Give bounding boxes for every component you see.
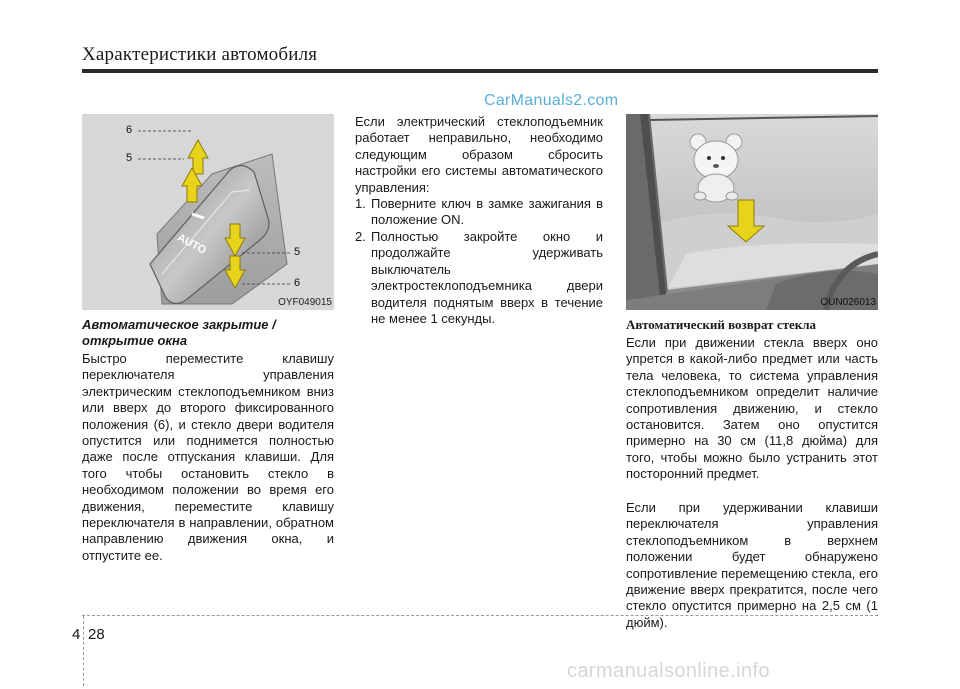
page-number: 28: [88, 626, 105, 643]
figure-code-left: OYF049015: [278, 297, 332, 308]
footer-rule: [82, 615, 878, 616]
page-header-title: Характеристики автомобиля: [82, 44, 318, 65]
section-reverse-title: Автоматический возврат стекла: [626, 317, 817, 332]
section-auto-title-line1: Автоматическое закрытие /: [82, 317, 276, 332]
figure-code-right: OUN026013: [820, 297, 876, 308]
teddy-bear-icon: [690, 134, 742, 202]
header-rule: [82, 69, 878, 73]
switch-auto-label: AUTO: [175, 231, 209, 257]
section-auto-title-line2: открытие окна: [82, 333, 188, 348]
section-reset-intro: Если электрический стеклоподъемник работает неправильно, необходимо следующим образом сбросить настройки его системы автоматического управления:: [355, 114, 603, 195]
car-window-illustration: [626, 114, 878, 310]
watermark-top: CarManuals2.com: [484, 92, 619, 109]
reset-step-1-num: 1.: [355, 196, 366, 211]
section-auto-title: [82, 317, 334, 349]
figure-window-switch: [82, 114, 334, 310]
callout-5-bottom: 5: [294, 246, 301, 258]
callout-5-top: 5: [126, 152, 133, 164]
reset-step-1: [355, 196, 603, 229]
reset-step-1-text: Поверните ключ в замке зажигания в положение ON.: [371, 196, 603, 228]
callout-6-bottom: 6: [294, 277, 301, 289]
chapter-number: 4: [72, 626, 81, 643]
footer-vertical-rule: [83, 616, 84, 686]
section-reverse-body2: Если при удерживании клавиши переключателя управления стеклоподъемником в верхнем положении будет обнаружено сопротивление перемещению стекла, его движение вверх прекратится, после чего стекло опустится примерно на 2,5 см (1 дюйм).: [626, 500, 878, 630]
reset-step-2-text: Полностью закройте окно и продолжайте удерживать выключатель электростеклоподъемника двери водителя поднятым вверх в течение не менее 1 секунды.: [371, 229, 603, 327]
callout-6-top: 6: [126, 124, 133, 136]
watermark-bottom: carmanualsonline.info: [567, 660, 770, 682]
section-reverse-body1: Если при движении стекла вверх оно упрется в какой-либо предмет или часть тела человека, то система управления стеклоподъемником определит наличие сопротивления движению, и стекло остановится. Затем оно опустится примерно на 30 см (11,8 дюйма) для того, чтобы можно было устранить этот посторонний предмет.: [626, 335, 878, 482]
figure-auto-reverse: [626, 114, 878, 310]
reset-step-2: [355, 229, 603, 327]
section-auto-body: Быстро переместите клавишу переключателя управления электрическим стеклоподъемником вниз или вверх до второго фиксированного положения (6), и стекло двери водителя опустится или поднимется полностью даже после отпускания клавиши. Для того чтобы остановить стекло в необходимом положении во время его движения, переместите клавишу переключателя в направлении, обратном направлению движения окна, и отпустите ее.: [82, 351, 334, 563]
reset-step-2-num: 2.: [355, 229, 366, 244]
